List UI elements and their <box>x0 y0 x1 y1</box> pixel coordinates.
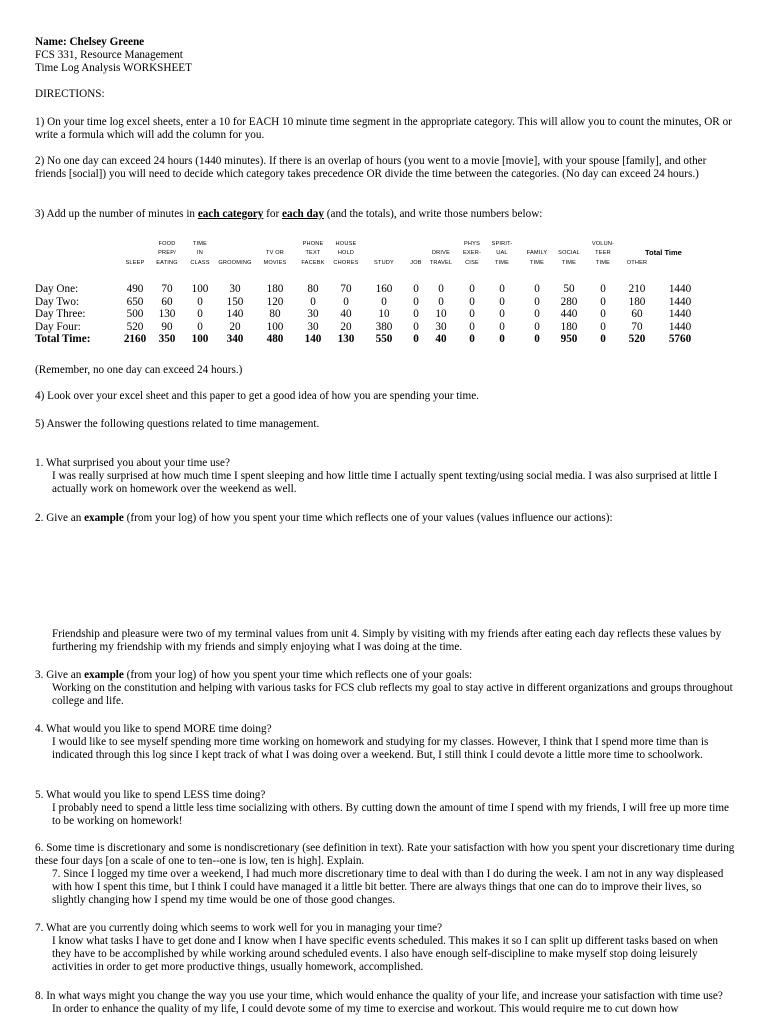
column-header <box>125 259 144 268</box>
column-header-line: VOLUN- <box>591 241 615 247</box>
table-cell: 0 <box>469 320 475 333</box>
table-cell: 0 <box>197 295 203 308</box>
question-4-block <box>35 723 735 762</box>
table-cell: 380 <box>375 320 393 333</box>
table-cell: 440 <box>560 308 578 320</box>
row-label: Day One: <box>35 283 79 295</box>
column-header-line: PHONE <box>302 241 324 247</box>
column-header <box>592 240 614 268</box>
table-cell: 340 <box>226 333 244 345</box>
table-cell: 0 <box>499 283 505 295</box>
column-header-line: GROOMING <box>218 259 252 266</box>
direction-1: 1) On your time log excel sheets, enter a 10 for EACH 10 minute time segment in the appropriate category. This will allow you to count the minutes, OR or write a formula which will add the column for you. <box>35 116 732 141</box>
table-cell: 0 <box>600 308 606 320</box>
answer-4: I would like to see myself spending more time working on homework and studying for my classes. However, I think that I spend more time than is indicated through this log since I kept track of what I was doing over a weekend. But, I still think I could devote a little more time to schoolwork. <box>52 736 709 761</box>
table-cell: 140 <box>226 308 244 320</box>
table-cell: 30 <box>307 308 319 320</box>
question-2-text: (from your log) of how you spent your time which reflects one of your values (values influence our actions): <box>123 512 613 524</box>
table-cell: 40 <box>340 308 352 320</box>
column-header <box>374 259 394 268</box>
table-cell: 0 <box>534 333 540 345</box>
table-cell: 70 <box>340 283 352 295</box>
table-cell: 30 <box>435 320 447 333</box>
table-cell: 0 <box>534 308 540 320</box>
table-cell: 5760 <box>668 333 692 345</box>
table-cell: 520 <box>628 333 646 345</box>
table-cell: 60 <box>161 295 173 308</box>
table-cell: 40 <box>435 333 447 345</box>
column-header-line: HOUSE <box>335 241 357 247</box>
table-cell: 0 <box>600 333 606 345</box>
student-name: Name: Chelsey Greene <box>35 36 145 48</box>
table-cell: 0 <box>381 295 387 308</box>
column-header-line: TIME <box>561 259 577 266</box>
table-cell: 0 <box>413 320 419 333</box>
question-7: 7. What are you currently doing which seems to work well for you in managing your time? <box>35 922 443 934</box>
question-2 <box>35 512 735 525</box>
column-header-line: CISE <box>465 259 479 266</box>
table-cell: 0 <box>438 295 444 308</box>
question-1: 1. What surprised you about your time use? <box>35 457 230 469</box>
table-cell: 0 <box>197 308 203 320</box>
table-cell: 550 <box>375 333 393 345</box>
question-4: 4. What would you like to spend MORE time doing? <box>35 723 272 735</box>
column-header <box>218 259 251 268</box>
table-cell: 0 <box>600 295 606 308</box>
table-cell: 70 <box>631 320 643 333</box>
table-cell: 180 <box>266 283 284 295</box>
table-row <box>35 308 735 321</box>
table-cell: 350 <box>158 333 176 345</box>
table-cell: 70 <box>161 283 173 295</box>
question-8-block <box>35 990 735 1016</box>
row-label: Day Three: <box>35 308 86 320</box>
direction-5: 5) Answer the following questions related to time management. <box>35 418 320 430</box>
column-header-line: TRAVEL <box>429 259 453 266</box>
column-header-line: PHYS <box>463 241 481 247</box>
table-row <box>35 283 735 296</box>
question-3-text: (from your log) of how you spent your time which reflects one of your goals: <box>123 669 473 681</box>
question-8: 8. In what ways might you change the way you use your time, which would enhance the quality of your life, and increase your satisfaction with time use? <box>35 990 723 1002</box>
question-3-block <box>35 669 735 708</box>
table-cell: 1440 <box>668 283 692 295</box>
table-cell: 0 <box>499 308 505 320</box>
table-cell: 50 <box>563 283 575 295</box>
table-cell: 120 <box>266 295 284 308</box>
table-cell: 0 <box>413 295 419 308</box>
direction-3-text: (and the totals), and write those numbers below: <box>323 208 543 220</box>
column-header <box>527 249 548 268</box>
table-cell: 60 <box>631 308 643 320</box>
column-header-line: MOVIES <box>263 259 287 266</box>
table-cell: 30 <box>229 283 241 295</box>
table-cell: 100 <box>191 333 209 345</box>
table-cell: 20 <box>340 320 352 333</box>
table-cell: 80 <box>307 283 319 295</box>
question-3-text: 3. Give an <box>35 669 85 681</box>
column-header <box>264 249 287 268</box>
table-cell: 0 <box>438 283 444 295</box>
question-6-block <box>35 842 735 907</box>
question-5: 5. What would you like to spend LESS time doing? <box>35 789 266 801</box>
table-cell: 0 <box>534 283 540 295</box>
table-cell: 0 <box>534 320 540 333</box>
row-label: Day Four: <box>35 320 81 333</box>
direction-3-text: 3) Add up the number of minutes in <box>35 208 198 220</box>
table-cell: 950 <box>560 333 578 345</box>
question-2-block <box>35 512 735 525</box>
table-cell: 1440 <box>668 308 692 320</box>
table-cell: 0 <box>413 283 419 295</box>
table-cell: 0 <box>600 320 606 333</box>
column-header <box>190 240 209 268</box>
question-5-block <box>35 789 735 828</box>
table-cell: 480 <box>266 333 284 345</box>
answer-7: I know what tasks I have to get done and I know when I have specific events scheduled. This makes it so I can split up different tasks based on when they have to be accomplished by while working around scheduled events. I also have enough self-discipline to make myself stop doing leisurely activities in order to get more productive things, usually homework, accomplished. <box>52 935 719 973</box>
table-cell: 0 <box>343 295 349 308</box>
question-3 <box>35 669 735 682</box>
table-cell: 210 <box>628 283 646 295</box>
table-cell: 140 <box>304 333 322 345</box>
column-header-line: IN <box>197 250 203 257</box>
column-header <box>430 249 453 268</box>
column-header-line: SOCIAL <box>558 250 580 257</box>
total-time-header: Total Time <box>645 248 682 257</box>
table-cell: 1440 <box>668 295 692 308</box>
column-header-line: EATING <box>156 259 178 266</box>
answer-1: I was really surprised at how much time I spent sleeping and how little time I actually spent texting/using social media. I was also surprised at little I actually work on homework over the weekend as well. <box>52 470 718 495</box>
table-cell: 80 <box>269 308 281 320</box>
table-cell: 0 <box>600 283 606 295</box>
table-cell: 0 <box>469 295 475 308</box>
table-cell: 2160 <box>123 333 147 345</box>
column-header-line: TIME <box>595 259 611 266</box>
table-cell: 500 <box>126 308 144 320</box>
table-cell: 650 <box>126 295 144 308</box>
document-header <box>35 36 735 75</box>
table-row <box>35 321 735 334</box>
table-cell: 100 <box>191 283 209 295</box>
column-header-line: TIME <box>192 241 208 247</box>
table-cell: 520 <box>126 320 144 333</box>
table-cell: 0 <box>499 295 505 308</box>
column-header-line: SLEEP <box>125 259 145 266</box>
column-header-line: FACEBK <box>301 259 325 266</box>
column-header <box>333 240 358 268</box>
direction-3 <box>35 208 735 221</box>
column-header-line: PREP/ <box>158 250 176 257</box>
directions-label: DIRECTIONS: <box>35 88 105 100</box>
direction-2: 2) No one day can exceed 24 hours (1440 minutes). If there is an overlap of hours (you went to a movie [movie], with your spouse [family], and other friends [social]) you will need to decide which category takes precedence OR divide the time between the categories. (No day can exceed 24 hours.) <box>35 155 707 180</box>
answer-2: Friendship and pleasure were two of my terminal values from unit 4. Simply by visiting with my friends after eating each day reflects these values by furthering my friendship with my friends and simply enjoying what I was doing at the time. <box>52 628 722 653</box>
column-header-line: TIME <box>529 259 545 266</box>
table-cell: 20 <box>229 320 241 333</box>
table-cell: 180 <box>560 320 578 333</box>
column-header <box>492 240 513 268</box>
question-1-block <box>35 457 735 496</box>
table-cell: 0 <box>469 333 475 345</box>
course-title: FCS 331, Resource Management <box>35 49 183 61</box>
column-header-line: FAMILY <box>526 250 548 257</box>
column-header-line: TIME <box>494 259 510 266</box>
table-cell: 0 <box>499 320 505 333</box>
column-header-line: TEXT <box>305 250 321 257</box>
column-header-line: FOOD <box>158 241 176 247</box>
table-cell: 100 <box>266 320 284 333</box>
table-cell: 150 <box>226 295 244 308</box>
example-emphasis: example <box>84 669 124 681</box>
table-cell: 10 <box>435 308 447 320</box>
column-header <box>627 259 648 268</box>
table-cell: 0 <box>499 333 505 345</box>
table-cell: 160 <box>375 283 393 295</box>
table-cell: 0 <box>413 333 419 345</box>
column-header-line: SPIRIT- <box>491 241 513 247</box>
worksheet-title: Time Log Analysis WORKSHEET <box>35 62 192 74</box>
question-6: 6. Some time is discretionary and some is nondiscretionary (see definition in text). Rate your satisfaction with how you spent your discretionary time during these four days [on a scale of one to ten--one is low, ten is high]. Explain. <box>35 842 735 867</box>
question-7-block <box>35 922 735 974</box>
column-header-line: UAL <box>496 250 508 257</box>
column-header <box>463 240 481 268</box>
column-header <box>558 249 580 268</box>
column-header-line: TV OR <box>265 250 285 257</box>
answer-6: 7. Since I logged my time over a weekend, I had much more discretionary time to deal with than I do during the week. I am not in any way displeased with how I spent this time, but I think I could have managed it a little bit better. There are always things that one can do to improve their lives, so slightly changing how I spend my time would be one of those good changes. <box>52 868 724 906</box>
column-header-line: JOB <box>410 259 422 266</box>
column-header-line: TEER <box>595 250 611 257</box>
direction-3-text: for <box>263 208 283 220</box>
column-header-line: CHORES <box>333 259 359 266</box>
table-cell: 0 <box>469 308 475 320</box>
answer-8: In order to enhance the quality of my life, I could devote some of my time to exercise and workout. This would require me to cut down how <box>52 1003 679 1015</box>
table-cell: 280 <box>560 295 578 308</box>
column-header <box>301 240 324 268</box>
each-day-emphasis: each day <box>282 208 324 220</box>
answer-5: I probably need to spend a little less time socializing with others. By cutting down the amount of time I spend with my friends, I will free up more time to be working on homework! <box>52 802 730 827</box>
column-header-line: OTHER <box>626 259 648 266</box>
column-header-line: HOLD <box>337 250 355 257</box>
table-cell: 0 <box>310 295 316 308</box>
column-header-line: CLASS <box>190 259 210 266</box>
table-cell: 90 <box>161 320 173 333</box>
example-emphasis: example <box>84 512 124 524</box>
column-header-line: STUDY <box>374 259 394 266</box>
table-cell: 130 <box>158 308 176 320</box>
row-label: Day Two: <box>35 295 80 308</box>
table-cell: 0 <box>413 308 419 320</box>
table-cell: 30 <box>307 320 319 333</box>
table-cell: 130 <box>337 333 355 345</box>
total-row <box>35 333 735 346</box>
table-cell: 0 <box>534 295 540 308</box>
table-row <box>35 296 735 309</box>
answer-3: Working on the constitution and helping with various tasks for FCS club reflects my goal to stay active in different organizations and groups throughout college and life. <box>52 682 733 707</box>
column-header-line: DRIVE <box>431 250 451 257</box>
column-header <box>410 259 421 268</box>
table-cell: 10 <box>378 308 390 320</box>
column-header <box>156 240 178 268</box>
direction-4: 4) Look over your excel sheet and this paper to get a good idea of how you are spending your time. <box>35 390 479 402</box>
remember-note: (Remember, no one day can exceed 24 hours.) <box>35 364 243 376</box>
table-cell: 0 <box>197 320 203 333</box>
table-cell: 180 <box>628 295 646 308</box>
table-cell: 1440 <box>668 320 692 333</box>
column-header-line: EXER- <box>462 250 482 257</box>
question-2-text: 2. Give an <box>35 512 85 524</box>
row-label: Total Time: <box>35 333 91 345</box>
each-category-emphasis: each category <box>197 208 264 220</box>
table-cell: 490 <box>126 283 144 295</box>
table-cell: 0 <box>469 283 475 295</box>
